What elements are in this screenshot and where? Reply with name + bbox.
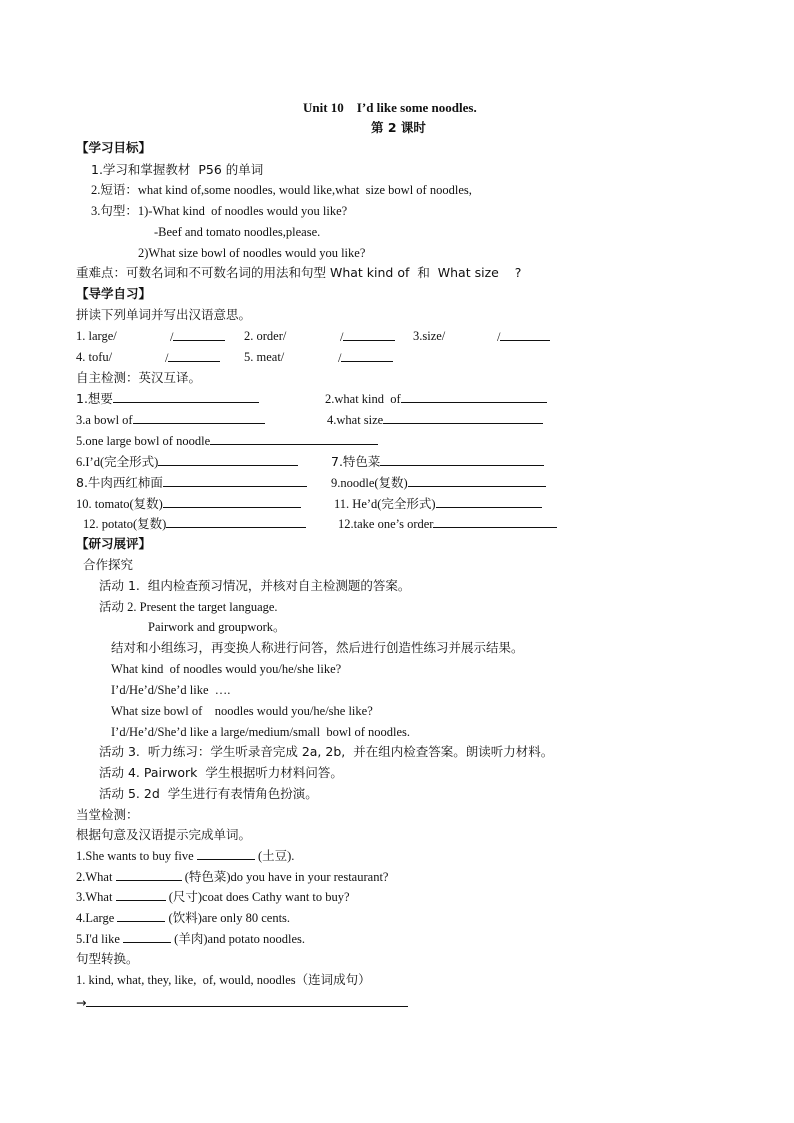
- fill-item-2[interactable]: 2.What (特色菜)do you have in your restaurant?: [76, 870, 389, 884]
- fill-item-4[interactable]: 4.Large (饮料)are only 80 cents.: [76, 911, 291, 925]
- cooperative-inquiry: 合作探究: [83, 557, 134, 572]
- translate-item-9[interactable]: 9.noodle(复数): [331, 474, 546, 491]
- fill-item-3[interactable]: 3.What (尺寸)coat does Cathy want to buy?: [76, 890, 350, 904]
- word-item-1-blank[interactable]: /: [170, 328, 225, 345]
- activity-4: 活动 4. Pairwork 学生根据听力材料问答。: [99, 765, 343, 780]
- activity-2-answer-1: I’d/He’d/She’d like ….: [111, 683, 231, 697]
- test-instruction: 根据句意及汉语提示完成单词。: [76, 827, 252, 842]
- activity-3: 活动 3. 听力练习：学生听录音完成 2a, 2b, 并在组内检查答案。朗读听力材料。: [99, 744, 554, 759]
- translate-item-6[interactable]: 6.I’d(完全形式): [76, 453, 298, 470]
- in-class-test-heading: 当堂检测：: [76, 807, 139, 822]
- translate-item-11[interactable]: 11. He’d(完全形式): [334, 495, 542, 512]
- translate-item-5[interactable]: 5.one large bowl of noodle: [76, 432, 378, 449]
- word-item-3-blank[interactable]: /: [497, 328, 550, 345]
- transform-answer-line[interactable]: [76, 994, 408, 1011]
- translate-item-1[interactable]: 1.想要: [76, 390, 259, 407]
- key-points: 重难点：可数名词和不可数名词的用法和句型 What kind of 和 What size ?: [76, 265, 522, 280]
- translate-item-13[interactable]: 12.take one’s order: [338, 515, 557, 532]
- translate-item-3[interactable]: 3.a bowl of: [76, 411, 265, 428]
- section-heading-preview: 【导学自习】: [76, 286, 152, 301]
- fill-item-1[interactable]: 1.She wants to buy five (土豆).: [76, 849, 295, 863]
- activity-2-answer-2: I’d/He’d/She’d like a large/medium/small bowl of noodles.: [111, 725, 411, 739]
- word-item-3: 3.size/: [413, 329, 446, 343]
- objective-3: 3.句型：1)-What kind of noodles would you like?: [91, 204, 348, 218]
- objective-3-second: 2)What size bowl of noodles would you like?: [138, 246, 366, 260]
- word-item-1: 1. large/: [76, 329, 117, 343]
- activity-2: 活动 2. Present the target language.: [99, 600, 278, 614]
- section-heading-research: 【研习展评】: [76, 536, 152, 551]
- transform-item-1: 1. kind, what, they, like, of, would, noodles（连词成句）: [76, 973, 371, 987]
- word-item-5-blank[interactable]: /: [338, 349, 393, 366]
- objective-2: 2.短语：what kind of,some noodles, would like,what size bowl of noodles,: [91, 183, 472, 197]
- word-item-2-blank[interactable]: /: [340, 328, 395, 345]
- translate-item-4[interactable]: 4.what size: [327, 411, 543, 428]
- activity-2-instructions: 结对和小组练习，再变换人称进行问答，然后进行创造性练习并展示结果。: [111, 640, 524, 655]
- self-check-heading: 自主检测：英汉互译。: [76, 370, 202, 385]
- word-item-2: 2. order/: [244, 329, 287, 343]
- word-item-5: 5. meat/: [244, 350, 285, 364]
- word-item-4-blank[interactable]: /: [165, 349, 220, 366]
- word-item-4: 4. tofu/: [76, 350, 113, 364]
- activity-2-question-1: What kind of noodles would you/he/she like?: [111, 662, 342, 676]
- activity-5: 活动 5. 2d 学生进行有表情角色扮演。: [99, 786, 318, 801]
- unit-title: Unit 10 I’d like some noodles.: [303, 100, 477, 115]
- section-heading-objectives: 【学习目标】: [76, 140, 152, 155]
- fill-item-5[interactable]: 5.I'd like (羊肉)and potato noodles.: [76, 932, 306, 946]
- arrow-icon: →: [76, 995, 87, 1010]
- activity-2-pairwork: Pairwork and groupwork。: [148, 620, 286, 634]
- lesson-subtitle: 第 2 课时: [371, 120, 426, 135]
- preview-instruction: 拼读下列单词并写出汉语意思。: [76, 307, 252, 322]
- objective-3-answer: -Beef and tomato noodles,please.: [154, 225, 321, 239]
- translate-item-7[interactable]: 7.特色菜: [331, 453, 544, 470]
- translate-item-12[interactable]: 12. potato(复数): [83, 515, 306, 532]
- translate-item-8[interactable]: 8.牛肉西红柿面: [76, 474, 307, 491]
- translate-item-10[interactable]: 10. tomato(复数): [76, 495, 301, 512]
- sentence-transform-heading: 句型转换。: [76, 951, 139, 966]
- activity-2-question-2: What size bowl of noodles would you/he/she like?: [111, 704, 373, 718]
- activity-1: 活动 1. 组内检查预习情况，并核对自主检测题的答案。: [99, 578, 411, 593]
- objective-1: 1.学习和掌握教材 P56 的单词: [91, 162, 264, 177]
- translate-item-2[interactable]: 2.what kind of: [325, 390, 547, 407]
